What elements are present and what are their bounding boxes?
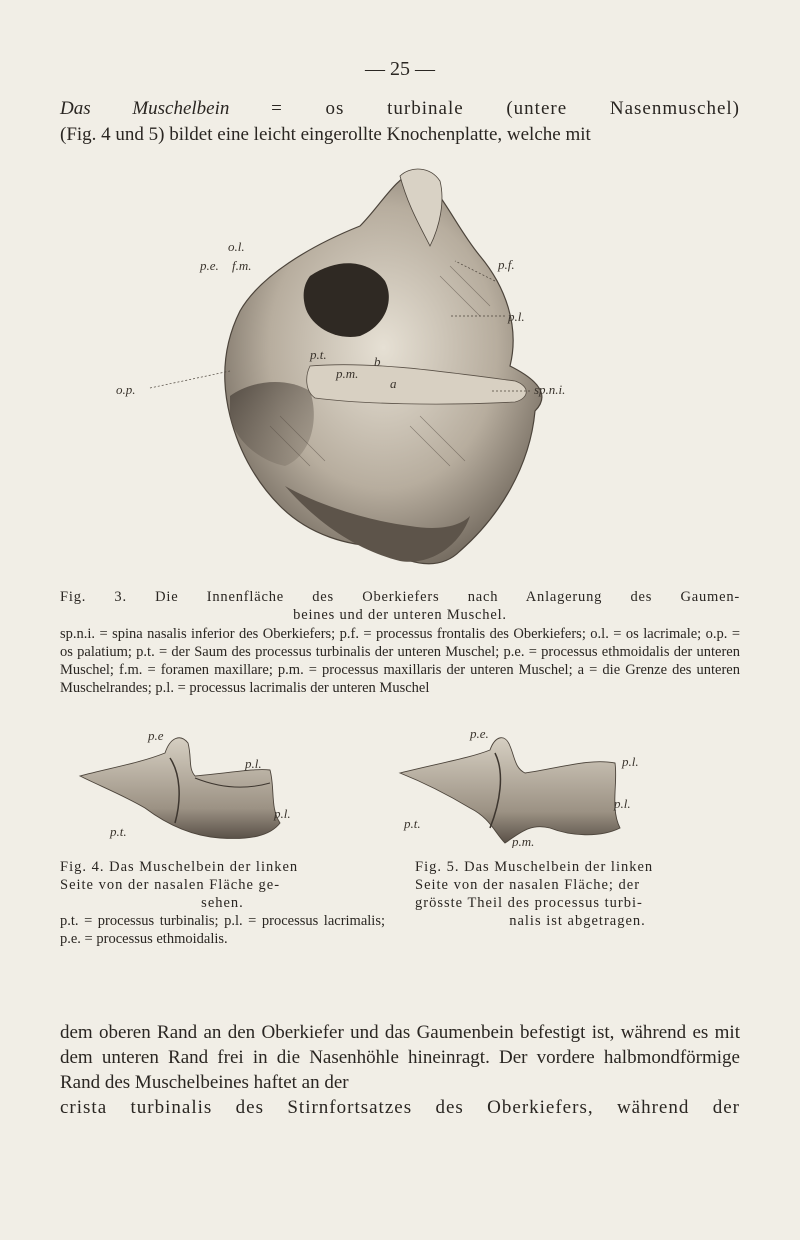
figures-4-5-illustration [70,728,710,848]
figure-5-caption-title-4: nalis ist abgetragen. [509,913,646,929]
fig4-label-pl-2: p.l. [274,806,291,821]
fig3-label-b: b [374,354,381,369]
figure-5-caption-title-1: Fig. 5. Das Muschelbein der linken [415,859,654,875]
fig5-label-pt: p.t. [404,816,421,831]
fig4-label-pt: p.t. [110,824,127,839]
figures-4-5-captions [60,858,740,948]
figure-3 [110,166,700,586]
page-number: — 25 — [365,58,435,80]
figure-3-illustration [110,166,700,586]
fig3-label-fm: f.m. [232,258,252,273]
figure-4-caption-body: p.t. = processus turbinalis; p.l. = processus lacrimalis; p.e. = processus ethmoidalis. [60,913,385,947]
figure-5-caption-title-2: Seite von der nasalen Fläche; der [415,877,641,893]
figure-5-caption-title-3: grösste Theil des processus turbi- [415,895,643,911]
figure-3-caption-title-2: beines und der unteren Muschel. [293,607,507,623]
fig3-label-op: o.p. [116,382,136,397]
figures-4-5 [70,728,710,848]
fig3-label-pt: p.t. [310,347,327,362]
intro-lead-term: Das Muschelbein [60,98,230,119]
intro-paragraph [60,96,740,148]
intro-line-2: (Fig. 4 und 5) bildet eine leicht eingerollte Knochenplatte, welche mit [60,124,591,145]
fig4-label-pl-1: p.l. [245,756,262,771]
fig3-label-pm: p.m. [336,366,359,381]
fig4-label-pe: p.e [148,728,164,743]
outro-text: dem oberen Rand an den Oberkiefer und das Gaumenbein befestigt ist, während es mit dem unteren Rand frei in die Nasenhöhle hineinragt. Der vordere halbmondförmige Rand des Muschelbeines haftet an der [60,1022,740,1093]
fig3-label-pf: p.f. [498,257,515,272]
fig5-label-pl-1: p.l. [622,754,639,769]
figure-4-caption-title-1: Fig. 4. Das Muschelbein der linken [60,859,299,875]
figure-4-caption [60,858,385,948]
fig5-label-pe: p.e. [470,728,489,741]
fig3-label-a: a [390,376,397,391]
figure-5-illustration [400,728,639,848]
figure-3-caption-body: sp.n.i. = spina nasalis inferior des Oberkiefers; p.f. = processus frontalis des Oberkiefers; o.l. = os lacrimale; o.p. = os palatium; p.t. = der Saum des processus turbinalis der unteren Muschel; p.e. = processus ethmoidalis der unteren Muschel; f.m. = foramen maxillare; p.m. = processus maxillaris der unteren Muschel; a = die Grenze des unteren Muschelrandes; p.l. = processus lacrimalis der unteren Muschel [60,626,740,696]
intro-line-1-rest: = os turbinale (untere Nasenmuschel) [271,98,740,119]
figure-3-caption [60,588,740,697]
fig5-label-pm: p.m. [512,834,535,848]
fig3-label-spni: sp.n.i. [534,382,566,397]
fig3-label-ol: o.l. [228,239,245,254]
outro-last-line: crista turbinalis des Stirnfortsatzes des Oberkiefers, während der [60,1097,740,1118]
figure-4-illustration [80,728,291,839]
intro-line-1 [60,96,740,122]
fig5-label-pl-2: p.l. [614,796,631,811]
figure-4-caption-title-3: sehen. [201,895,244,911]
fig3-label-pl: p.l. [508,309,525,324]
figure-5-caption [415,858,740,948]
fig3-label-pe: p.e. [200,258,219,273]
figure-3-caption-title: Fig. 3. Die Innenfläche des Oberkiefers nach Anlagerung des Gaumen- [60,589,740,605]
figure-4-caption-title-2: Seite von der nasalen Fläche ge- [60,877,281,893]
outro-paragraph [60,1020,740,1120]
